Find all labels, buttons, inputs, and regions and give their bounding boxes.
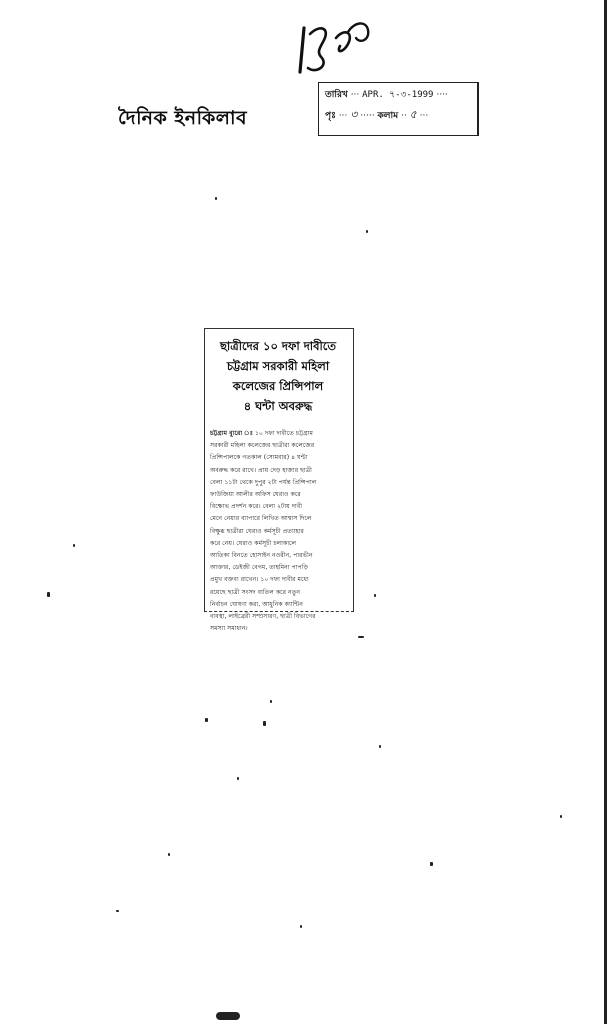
stamp-date-value: APR. ৭-৩-1999 — [362, 90, 434, 100]
newspaper-masthead: দৈনিক ইনকিলাব — [118, 107, 248, 129]
body-line: ফাউজিয়া আলীর অফিস ঘেরাও করে — [210, 491, 301, 499]
body-line: আতিকা বিনতে হোসাইন নওরীন, পারভীন — [210, 552, 313, 560]
scan-speck — [73, 544, 75, 547]
stamp-page-value: ৩ — [350, 108, 358, 121]
clipping-headline — [207, 336, 349, 416]
body-dateline: চট্টগ্রাম ব্যুরো ঃ — [210, 430, 253, 437]
body-line: মেনে নেয়ার ব্যাপারে লিখিত আশ্বাস দিলে — [210, 515, 312, 523]
body-line: বিক্ষুব্ধ ছাত্রীরা ঘেরাও কর্মসূচী প্রত্যাহার — [210, 527, 304, 535]
scan-speck — [430, 862, 433, 866]
headline-line: ৪ ঘন্টা অবরুদ্ধ — [243, 399, 313, 413]
body-line: প্রিন্সিপালকে গতকাল (সোমবার) ৪ ঘন্টা — [210, 454, 308, 462]
scan-speck — [379, 745, 381, 748]
scan-speck — [270, 700, 272, 703]
newspaper-clipping — [204, 328, 354, 633]
handwritten-page-number — [296, 18, 376, 76]
headline-line: কলেজের প্রিন্সিপাল — [232, 379, 324, 393]
stamp-column-label: কলাম — [377, 111, 399, 121]
body-line: ব্যবস্থা, লাইব্রেরী সম্প্রসারণ, ছাত্রী বিভাগের — [210, 613, 316, 621]
body-line: প্রমুখ বক্তব্য রাখেন। ১০ দফা দাবীর মধ্যে — [210, 576, 309, 584]
scan-speck — [47, 592, 50, 597]
scan-speck — [116, 910, 119, 912]
stamp-page-row: পৃঃ ··· ৩ ····· কলাম ·· ৫ ··· — [325, 108, 429, 121]
stamp-date-label: তারিখ — [325, 90, 348, 100]
body-line: বেলা ১১টা থেকে দুপুর ২টা পর্যন্ত প্রিন্সিপাল — [210, 478, 317, 486]
scan-speck — [215, 197, 217, 200]
body-line: রয়েছে ছাত্রী সংসদ বাতিল করে নতুন — [210, 588, 301, 596]
body-line: করে নেয়। ঘেরাও কর্মসূচী চলাকালে — [210, 539, 297, 547]
scan-speck — [560, 815, 562, 818]
stamp-date-row: তারিখ ··· APR. ৭-৩-1999 ···· — [325, 90, 448, 100]
body-line: আক্তার, ডেইজী বেগম, তাহমিনা পাপড়ি — [210, 564, 309, 572]
body-line: অবরুদ্ধ করে রাখে। প্রায় দেড় হাজার ছাত্রী — [210, 466, 312, 474]
scan-speck — [205, 718, 208, 722]
scan-speck — [216, 1012, 240, 1020]
body-line: বিক্ষোভ প্রদর্শন করে। বেলা ২টায় দাবী — [210, 503, 303, 511]
body-line: সমস্যা সমাধান। — [210, 625, 248, 633]
body-line: নির্বাচন ঘোষণা করা, আধুনিক ক্যান্টিন — [210, 600, 303, 608]
headline-line: ছাত্রীদের ১০ দফা দাবীতে — [219, 339, 337, 353]
scan-speck — [366, 230, 368, 233]
archive-stamp — [318, 82, 479, 136]
scan-speck — [374, 594, 376, 597]
scan-speck — [358, 636, 364, 638]
stamp-column-value: ৫ — [409, 108, 417, 121]
body-line: ১০ দফা দাবীতে চট্টগ্রাম — [254, 430, 313, 437]
clipping-body — [210, 428, 348, 635]
headline-line: চট্টগ্রাম সরকারী মহিলা — [226, 359, 330, 373]
stamp-page-label: পৃঃ — [325, 111, 336, 121]
scan-speck — [263, 721, 266, 726]
scan-speck — [237, 777, 239, 780]
body-line: সরকারী মহিলা কলেজের ছাত্রীরা কলেজের — [210, 442, 315, 450]
scan-speck — [168, 853, 170, 856]
scan-speck — [300, 925, 302, 928]
